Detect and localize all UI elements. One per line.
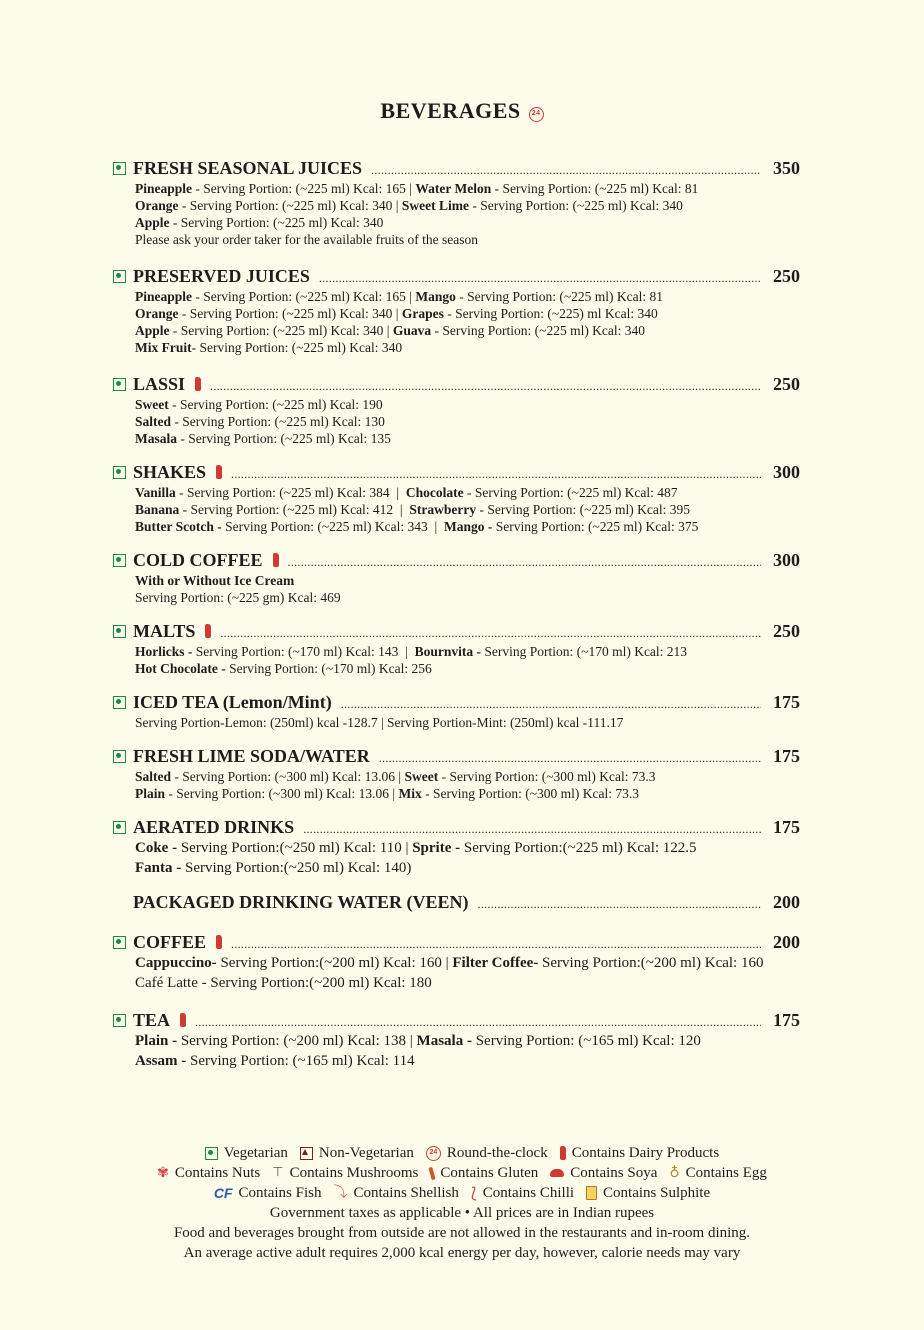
dot-leader bbox=[210, 379, 761, 394]
variant-name: Sweet bbox=[135, 397, 169, 412]
menu-item-details bbox=[135, 768, 813, 802]
legend-label: Contains Soya bbox=[570, 1165, 658, 1181]
detail-line bbox=[135, 768, 813, 785]
variant-name: Water Melon bbox=[415, 181, 492, 196]
variant-info: - Serving Portion: (~225 ml) Kcal: 384 | bbox=[175, 485, 406, 500]
variant-name: Orange bbox=[135, 306, 179, 321]
variant-name: Cappuccino- bbox=[135, 955, 217, 971]
vegetarian-icon bbox=[113, 162, 126, 175]
menu-item bbox=[113, 158, 813, 248]
variant-name: Plain - bbox=[135, 1033, 178, 1049]
menu-item-details bbox=[135, 180, 813, 248]
menu-item-name: PRESERVED JUICES bbox=[133, 266, 310, 286]
legend-entry bbox=[471, 1183, 574, 1203]
variant-name: With or Without Ice Cream bbox=[135, 573, 295, 588]
menu-item-price: 175 bbox=[773, 746, 800, 766]
menu-item-details bbox=[135, 839, 813, 878]
legend-row-1 bbox=[0, 1143, 924, 1163]
legend-label: Contains Nuts bbox=[174, 1165, 261, 1181]
dairy-icon bbox=[560, 1146, 566, 1160]
menu-item bbox=[113, 692, 813, 731]
vegetarian-icon bbox=[113, 466, 126, 479]
egg-icon: ♁ bbox=[669, 1165, 680, 1181]
variant-info: - Serving Portion: (~225 ml) Kcal: 340 bbox=[431, 323, 646, 338]
variant-info: Serving Portion: (~170 ml) Kcal: 143 | bbox=[192, 644, 415, 659]
legend-label: Round-the-clock bbox=[446, 1145, 548, 1161]
shellfish-icon: ⤵ bbox=[333, 1185, 348, 1201]
nuts-icon: ✾ bbox=[157, 1165, 169, 1181]
legend-label: Contains Shellish bbox=[353, 1185, 459, 1201]
vegetarian-icon bbox=[113, 625, 126, 638]
legend-entry bbox=[272, 1163, 418, 1183]
round-the-clock-icon: 24 bbox=[529, 107, 544, 122]
variant-info: Please ask your order taker for the available fruits of the season bbox=[135, 232, 478, 247]
vegetarian-icon bbox=[113, 936, 126, 949]
variant-info: Serving Portion: (~170 ml) Kcal: 256 bbox=[229, 661, 432, 676]
legend-entry bbox=[586, 1183, 710, 1203]
variant-name: Coke - bbox=[135, 840, 178, 856]
menu-item-name: AERATED DRINKS bbox=[133, 817, 295, 837]
detail-line bbox=[135, 396, 813, 413]
taxes-note: Government taxes as applicable • All prices are in Indian rupees bbox=[269, 1205, 655, 1221]
variant-name: Strawberry bbox=[409, 502, 477, 517]
variant-name: Apple bbox=[135, 323, 170, 338]
menu-item-name: COLD COFFEE bbox=[133, 550, 263, 570]
menu-item bbox=[113, 462, 813, 535]
dot-leader bbox=[379, 751, 761, 766]
variant-name: Mango bbox=[415, 289, 456, 304]
fish-icon: CF bbox=[213, 1185, 233, 1201]
menu-item-header bbox=[113, 932, 813, 954]
menu-item-name: LASSI bbox=[133, 374, 186, 394]
menu-item bbox=[113, 746, 813, 802]
vegetarian-icon bbox=[113, 378, 126, 391]
soya-icon bbox=[550, 1169, 564, 1177]
round-the-clock-icon: 24 bbox=[426, 1146, 441, 1161]
mushroom-icon: ⊤ bbox=[272, 1165, 284, 1180]
menu-item bbox=[113, 621, 813, 677]
dot-leader bbox=[341, 697, 761, 712]
variant-info: Serving Portion:(~250 ml) Kcal: 110 | bbox=[177, 840, 413, 856]
legend-row-3 bbox=[0, 1183, 924, 1203]
variant-name: Butter Scotch - bbox=[135, 519, 222, 534]
vegetarian-icon bbox=[113, 1014, 126, 1027]
vegetarian-icon bbox=[113, 270, 126, 283]
variant-info: - Serving Portion: (~225 ml) Kcal: 340 | bbox=[178, 306, 402, 321]
menu-item-header bbox=[113, 621, 813, 643]
variant-info: - Serving Portion: (~300 ml) Kcal: 13.06 | bbox=[171, 769, 405, 784]
menu-item-details bbox=[135, 714, 813, 731]
variant-info: Serving Portion:(~225 ml) Kcal: 122.5 bbox=[460, 840, 697, 856]
legend-label: Contains Dairy Products bbox=[571, 1145, 720, 1161]
detail-line bbox=[135, 660, 813, 677]
legend-entry bbox=[333, 1183, 458, 1203]
legend-entry bbox=[300, 1143, 414, 1163]
detail-line bbox=[135, 643, 813, 660]
outside-food-note: Food and beverages brought from outside are not allowed in the restaurants and in-room dining. bbox=[173, 1225, 751, 1241]
variant-info: - Serving Portion: (~300 ml) Kcal: 73.3 bbox=[438, 769, 656, 784]
variant-name: Hot Chocolate - bbox=[135, 661, 230, 676]
legend-entry bbox=[157, 1163, 260, 1183]
detail-line bbox=[135, 339, 813, 356]
chilli-icon: ⟅ bbox=[470, 1184, 477, 1202]
variant-name: Pineapple bbox=[135, 181, 193, 196]
menu-item-price: 300 bbox=[773, 462, 800, 482]
variant-info: - Serving Portion: (~225 ml) Kcal: 81 bbox=[491, 181, 699, 196]
variant-info: Serving Portion: (~200 ml) Kcal: 138 | bbox=[177, 1033, 417, 1049]
gluten-icon bbox=[429, 1166, 436, 1180]
variant-name: Vanilla bbox=[135, 485, 176, 500]
variant-name: Filter Coffee- bbox=[452, 955, 539, 971]
variant-info: - Serving Portion: (~225 ml) Kcal: 340 | bbox=[169, 323, 393, 338]
detail-line bbox=[135, 322, 813, 339]
menu-item-name: ICED TEA (Lemon/Mint) bbox=[133, 692, 332, 712]
dot-leader bbox=[231, 467, 761, 482]
dot-leader bbox=[231, 937, 761, 952]
variant-info: - Serving Portion: (~225 ml) Kcal: 340 bbox=[468, 198, 683, 213]
menu-item bbox=[113, 817, 813, 878]
legend-row-2 bbox=[0, 1163, 924, 1183]
detail-line bbox=[135, 859, 813, 879]
legend-label: Contains Fish bbox=[238, 1185, 322, 1201]
menu-item-name: FRESH LIME SODA/WATER bbox=[133, 746, 370, 766]
variant-info: Serving Portion: (~225 ml) Kcal: 343 | bbox=[221, 519, 444, 534]
dairy-icon bbox=[205, 624, 211, 638]
detail-line bbox=[135, 180, 813, 197]
dot-leader bbox=[288, 555, 761, 570]
detail-line bbox=[135, 231, 813, 248]
footer bbox=[0, 1143, 924, 1263]
legend-label: Non-Vegetarian bbox=[318, 1145, 414, 1161]
legend-label: Contains Sulphite bbox=[603, 1185, 711, 1201]
legend-label: Contains Chilli bbox=[482, 1185, 575, 1201]
variant-name: Assam - bbox=[135, 1052, 187, 1069]
menu-item-header bbox=[113, 266, 813, 288]
variant-info: - Serving Portion: (~225 ml) Kcal: 487 bbox=[463, 485, 678, 500]
legend-entry bbox=[426, 1143, 548, 1163]
detail-line bbox=[135, 954, 813, 974]
dairy-icon bbox=[180, 1013, 186, 1027]
variant-info: Serving Portion: (~170 ml) Kcal: 213 bbox=[481, 644, 688, 659]
vegetarian-icon bbox=[205, 1147, 218, 1160]
dot-leader bbox=[371, 163, 761, 178]
variant-name: Sweet Lime bbox=[401, 198, 469, 213]
variant-name: Bournvita - bbox=[414, 644, 482, 659]
variant-name: Horlicks - bbox=[135, 644, 193, 659]
legend-label: Contains Egg bbox=[685, 1165, 767, 1181]
variant-info: Serving Portion: (~225 ml) Kcal: 375 bbox=[492, 519, 699, 534]
variant-name: Masala - bbox=[416, 1033, 472, 1049]
variant-info: Serving Portion: (~225 gm) Kcal: 469 bbox=[135, 590, 341, 605]
variant-info: Serving Portion:(~200 ml) Kcal: 160 | bbox=[216, 955, 453, 971]
menu-item-header bbox=[113, 1010, 813, 1032]
menu-item-price: 350 bbox=[773, 158, 800, 178]
variant-name: Salted bbox=[135, 414, 172, 429]
menu-item-details bbox=[135, 954, 813, 993]
menu-item-details bbox=[135, 1032, 813, 1071]
menu-item-header bbox=[113, 746, 813, 768]
variant-name: Salted bbox=[135, 769, 172, 784]
variant-info: Serving Portion: (~165 ml) Kcal: 120 bbox=[471, 1033, 701, 1049]
legend-entry bbox=[430, 1163, 538, 1183]
variant-name: Apple bbox=[135, 215, 170, 230]
variant-info: Café Latte - Serving Portion:(~200 ml) Kcal: 180 bbox=[135, 974, 432, 991]
dairy-icon bbox=[273, 553, 279, 567]
vegetarian-icon bbox=[113, 554, 126, 567]
detail-line bbox=[135, 484, 813, 501]
menu-item-details bbox=[135, 643, 813, 677]
menu-item bbox=[113, 892, 813, 914]
vegetarian-icon bbox=[113, 821, 126, 834]
dot-leader bbox=[478, 897, 761, 912]
detail-line bbox=[135, 1032, 813, 1052]
menu-item-name: COFFEE bbox=[133, 932, 207, 952]
variant-info: Serving Portion: (~165 ml) Kcal: 114 bbox=[186, 1052, 415, 1069]
detail-line bbox=[135, 413, 813, 430]
variant-name: Guava bbox=[392, 323, 432, 338]
detail-line bbox=[135, 589, 813, 606]
detail-line bbox=[135, 430, 813, 447]
dot-leader bbox=[220, 626, 761, 641]
detail-line bbox=[135, 288, 813, 305]
variant-name: Orange bbox=[135, 198, 179, 213]
menu-item-price: 175 bbox=[773, 692, 800, 712]
detail-line bbox=[135, 1052, 813, 1072]
menu-item-header bbox=[113, 158, 813, 180]
legend-label: Vegetarian bbox=[223, 1145, 288, 1161]
detail-line bbox=[135, 572, 813, 589]
variant-name: Chocolate bbox=[405, 485, 464, 500]
variant-name: Fanta - bbox=[135, 859, 182, 876]
page-title bbox=[0, 98, 924, 124]
menu-item-name: FRESH SEASONAL JUICES bbox=[133, 158, 363, 178]
legend-entry bbox=[205, 1143, 288, 1163]
variant-info: Serving Portion:(~200 ml) Kcal: 160 bbox=[538, 955, 764, 971]
variant-info: - Serving Portion: (~225 ml) Kcal: 81 bbox=[455, 289, 664, 304]
menu-item-details bbox=[135, 572, 813, 606]
menu-item-details bbox=[135, 484, 813, 535]
menu-item-header bbox=[113, 462, 813, 484]
dairy-icon bbox=[216, 935, 222, 949]
menu-item-price: 250 bbox=[773, 374, 800, 394]
variant-name: Mango - bbox=[444, 519, 493, 534]
menu-item-details bbox=[135, 288, 813, 356]
variant-name: Mix bbox=[398, 786, 422, 801]
menu-item-header bbox=[113, 692, 813, 714]
menu-item-name: PACKAGED DRINKING WATER (VEEN) bbox=[133, 892, 469, 912]
variant-name: Banana bbox=[135, 502, 180, 517]
legend-label: Contains Mushrooms bbox=[289, 1165, 419, 1181]
dot-leader bbox=[319, 271, 761, 286]
variant-name: Sprite - bbox=[412, 840, 461, 856]
menu-item bbox=[113, 1010, 813, 1071]
menu-item bbox=[113, 550, 813, 606]
detail-line bbox=[135, 197, 813, 214]
variant-info: - Serving Portion: (~225 ml) Kcal: 395 bbox=[476, 502, 691, 517]
menu-item-name: MALTS bbox=[133, 621, 196, 641]
detail-line bbox=[135, 785, 813, 802]
variant-info: - Serving Portion: (~225 ml) Kcal: 165 | bbox=[192, 289, 416, 304]
menu-item-header bbox=[113, 817, 813, 839]
menu-item-price: 175 bbox=[773, 1010, 800, 1030]
menu-item-name: TEA bbox=[133, 1010, 171, 1030]
legend-entry bbox=[214, 1183, 322, 1203]
variant-info: - Serving Portion: (~225 ml) Kcal: 340 bbox=[169, 215, 384, 230]
variant-info: - Serving Portion: (~225 ml) Kcal: 130 bbox=[171, 414, 385, 429]
variant-info: - Serving Portion: (~225 ml) Kcal: 190 bbox=[168, 397, 383, 412]
menu-item-price: 200 bbox=[773, 892, 800, 912]
variant-name: Sweet bbox=[404, 769, 439, 784]
variant-name: Grapes bbox=[401, 306, 444, 321]
variant-info: - Serving Portion: (~225 ml) Kcal: 165 | bbox=[192, 181, 416, 196]
variant-info: - Serving Portion: (~225 ml) Kcal: 340 | bbox=[178, 198, 402, 213]
legend-entry bbox=[669, 1163, 767, 1183]
dot-leader bbox=[195, 1015, 761, 1030]
dairy-icon bbox=[216, 465, 222, 479]
legend-label: Contains Gluten bbox=[440, 1165, 539, 1181]
menu-item-header bbox=[113, 550, 813, 572]
variant-info: - Serving Portion: (~300 ml) Kcal: 73.3 bbox=[421, 786, 640, 801]
menu-item-details bbox=[135, 396, 813, 447]
variant-info: - Serving Portion: (~225 ml) Kcal: 412 | bbox=[179, 502, 410, 517]
variant-name: Plain bbox=[135, 786, 166, 801]
menu-item-price: 250 bbox=[773, 266, 800, 286]
detail-line bbox=[135, 501, 813, 518]
non-vegetarian-icon bbox=[300, 1147, 313, 1160]
dot-leader bbox=[303, 822, 761, 837]
variant-name: Masala bbox=[135, 431, 177, 446]
kcal-note: An average active adult requires 2,000 kcal energy per day, however, calorie needs may vary bbox=[183, 1245, 741, 1261]
menu-item bbox=[113, 374, 813, 447]
menu-item-price: 250 bbox=[773, 621, 800, 641]
detail-line bbox=[135, 214, 813, 231]
variant-name: Pineapple bbox=[135, 289, 193, 304]
menu-item-header bbox=[113, 374, 813, 396]
menu-item bbox=[113, 266, 813, 356]
menu-item bbox=[113, 932, 813, 993]
dairy-icon bbox=[195, 377, 201, 391]
detail-line bbox=[135, 714, 813, 731]
variant-name: Mix Fruit bbox=[135, 340, 192, 355]
variant-info: - Serving Portion: (~225 ml) Kcal: 135 bbox=[177, 431, 391, 446]
variant-info: - Serving Portion: (~225) ml Kcal: 340 bbox=[443, 306, 658, 321]
legend-entry bbox=[560, 1143, 720, 1163]
variant-info: Serving Portion:(~250 ml) Kcal: 140) bbox=[181, 859, 412, 876]
detail-line bbox=[135, 518, 813, 535]
variant-info: Serving Portion-Lemon: (250ml) kcal -128.7 | Serving Portion-Mint: (250ml) kcal -111.17 bbox=[135, 715, 624, 730]
menu-item-price: 175 bbox=[773, 817, 800, 837]
sulphite-icon bbox=[586, 1186, 597, 1200]
page-title-text: BEVERAGES bbox=[380, 98, 521, 123]
vegetarian-icon bbox=[113, 696, 126, 709]
menu-item-name: SHAKES bbox=[133, 462, 207, 482]
menu-item-price: 300 bbox=[773, 550, 800, 570]
legend-entry bbox=[550, 1163, 657, 1183]
variant-info: - Serving Portion: (~300 ml) Kcal: 13.06 | bbox=[165, 786, 399, 801]
detail-line bbox=[135, 974, 813, 994]
menu-item-header bbox=[113, 892, 813, 914]
detail-line bbox=[135, 839, 813, 859]
detail-line bbox=[135, 305, 813, 322]
vegetarian-icon bbox=[113, 750, 126, 763]
variant-info: - Serving Portion: (~225 ml) Kcal: 340 bbox=[191, 340, 403, 355]
menu-item-price: 200 bbox=[773, 932, 800, 952]
